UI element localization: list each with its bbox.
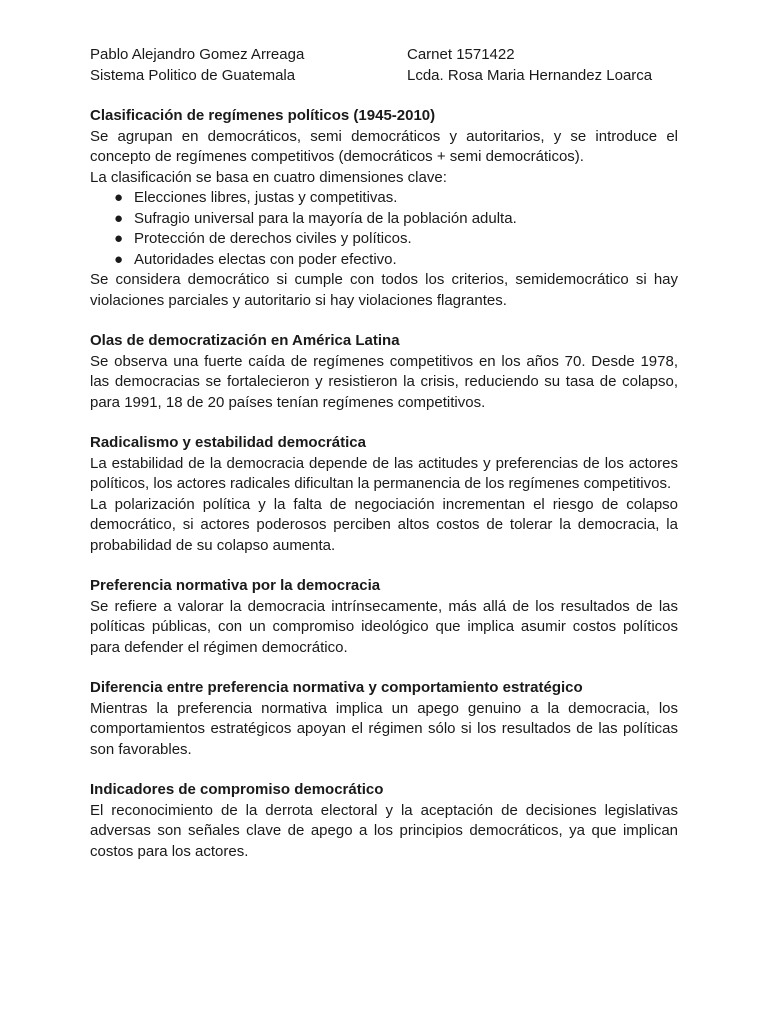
section-preferencia-normativa: [90, 576, 678, 658]
course-name: Sistema Politico de Guatemala: [90, 66, 296, 84]
section-olas-democratizacion: [90, 331, 678, 413]
paragraph: La polarización política y la falta de negociación incrementan el riesgo de colapso democrático, si actores poderosos perciben altos costos de tolerar la democracia, la probabilidad de su colapso aumenta.: [90, 495, 678, 554]
section-title: Diferencia entre preferencia normativa y comportamiento estratégico: [90, 679, 583, 696]
paragraph: Se agrupan en democráticos, semi democráticos y autoritarios, y se introduce el concepto de regímenes competitivos (democráticos + semi democráticos).: [90, 127, 678, 165]
section-clasificacion: [90, 106, 678, 311]
list-item-text: Protección de derechos civiles y políticos.: [134, 230, 412, 247]
bullet-icon: ●: [114, 230, 124, 247]
header-right: [407, 45, 678, 86]
section-title: Preferencia normativa por la democracia: [90, 577, 381, 594]
section-title: Radicalismo y estabilidad democrática: [90, 434, 366, 451]
student-carnet: Carnet 1571422: [407, 46, 515, 63]
section-radicalismo: [90, 433, 678, 556]
list-item: [114, 188, 678, 209]
bullet-icon: ●: [114, 189, 124, 206]
section-indicadores: [90, 780, 678, 862]
paragraph: Se observa una fuerte caída de regímenes competitivos en los años 70. Desde 1978, las democracias se fortalecieron y resistieron la crisis, reduciendo su tasa de colapso, para 1991, 18 de 20 países tenían regímenes competitivos.: [90, 352, 678, 411]
paragraph: La estabilidad de la democracia depende de las actitudes y preferencias de los actores políticos, los actores radicales dificultan la permanencia de los regímenes competitivos.: [90, 454, 678, 492]
list-item-text: Sufragio universal para la mayoría de la población adulta.: [134, 209, 517, 227]
section-title: Indicadores de compromiso democrático: [90, 781, 384, 798]
paragraph: Mientras la preferencia normativa implica un apego genuino a la democracia, los comportamientos estratégicos apoyan el régimen sólo si los resultados de las políticas son favorables.: [90, 699, 678, 758]
document-header: [90, 45, 678, 86]
section-diferencia: [90, 678, 678, 760]
author-name: Pablo Alejandro Gomez Arreaga: [90, 46, 305, 63]
bullet-icon: ●: [114, 209, 124, 227]
paragraph: Se refiere a valorar la democracia intrínsecamente, más allá de los resultados de las políticas públicas, con un compromiso ideológico que implica asumir costos políticos para defender el régimen democrático.: [90, 597, 678, 656]
list-item: [114, 209, 678, 230]
bullet-icon: ●: [114, 250, 124, 268]
section-title: Clasificación de regímenes políticos (1945-2010): [90, 107, 436, 124]
paragraph: Se considera democrático si cumple con todos los criterios, semidemocrático si hay violaciones parciales y autoritario si hay violaciones flagrantes.: [90, 271, 678, 309]
paragraph: El reconocimiento de la derrota electoral y la aceptación de decisiones legislativas adversas son señales clave de apego a los principios democráticos, ya que implican costos para los actores.: [90, 801, 678, 860]
section-title: Olas de democratización en América Latina: [90, 332, 400, 349]
list-item-text: Autoridades electas con poder efectivo.: [134, 250, 397, 268]
list-item: [114, 229, 678, 250]
bullet-list: [90, 188, 678, 270]
header-left: [90, 45, 407, 86]
paragraph: La clasificación se basa en cuatro dimensiones clave:: [90, 168, 447, 186]
list-item-text: Elecciones libres, justas y competitivas.: [134, 189, 398, 206]
list-item: [114, 250, 678, 271]
teacher-name: Lcda. Rosa Maria Hernandez Loarca: [407, 66, 653, 84]
